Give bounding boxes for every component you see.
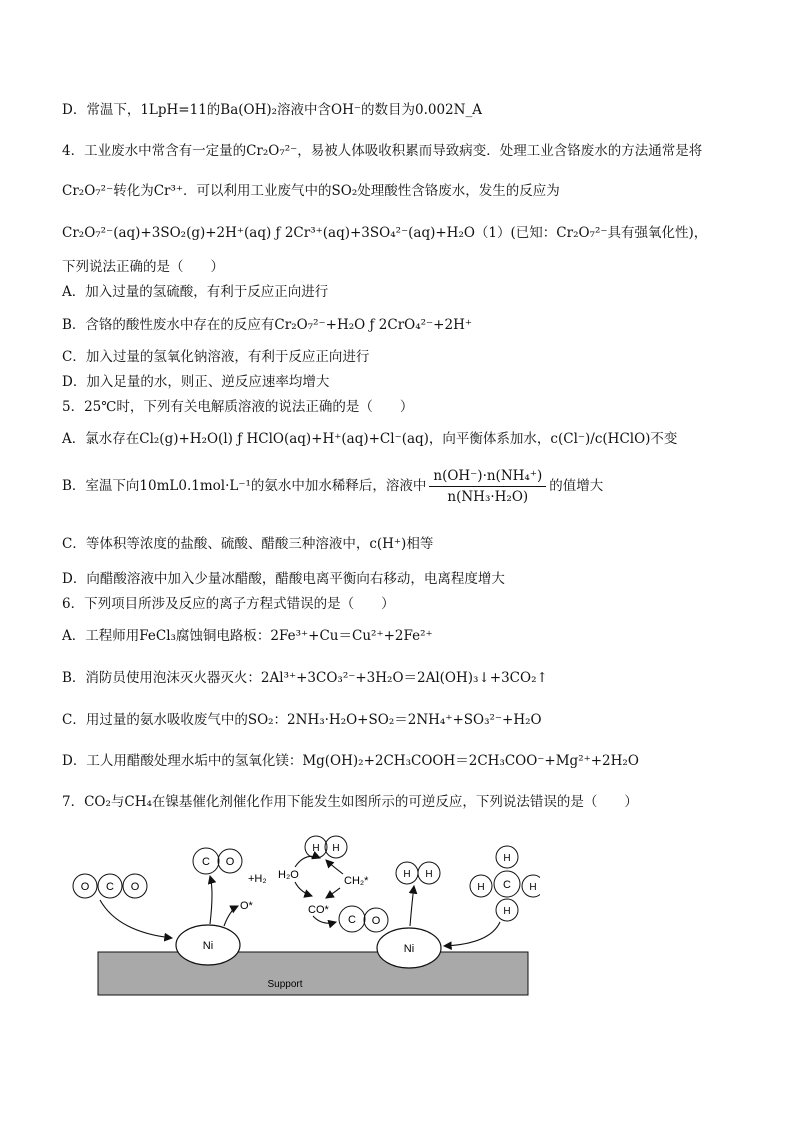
h2-right-atom: H: [403, 869, 411, 880]
support-slab: [98, 952, 528, 995]
q6-option-b: B．消防员使用泡沫灭火器灭火：2Al³⁺+3CO₃²⁻+3H₂O＝2Al(OH)₃↓+3CO₂↑: [62, 670, 548, 686]
label-ch2: CH₂*: [344, 875, 369, 887]
q5-option-b: [62, 468, 742, 505]
q4-stem-line3: Cr₂O₇²⁻(aq)+3SO₂(g)+2H⁺(aq) ƒ 2Cr³⁺(aq)+3SO₄²⁻(aq)+H₂O（1）(已知：Cr₂O₇²⁻具有强氧化性)，: [62, 225, 708, 241]
q4-option-c: C．加入过量的氢氧化钠溶液，有利于反应正向进行: [62, 349, 370, 365]
q5-option-c: C．等体积等浓度的盐酸、硫酸、醋酸三种溶液中，c(H⁺)相等: [62, 536, 434, 552]
q4-option-a: A．加入过量的氢硫酸，有利于反应正向进行: [62, 284, 329, 300]
label-o: O*: [240, 900, 253, 912]
q4-stem-line4: 下列说法正确的是（ ）: [62, 259, 224, 275]
q3-option-d: D．常温下，1LpH=11的Ba(OH)₂溶液中含OH⁻的数目为0.002N_A: [62, 102, 482, 118]
q5b-fraction: [429, 468, 546, 505]
q4-stem-line2: Cr₂O₇²⁻转化为Cr³⁺．可以利用工业废气中的SO₂处理酸性含铬废水，发生的反应为: [62, 183, 560, 199]
q6-option-c: C．用过量的氨水吸收废气中的SO₂：2NH₃·H₂O+SO₂＝2NH₄⁺+SO₃²⁻+H₂O: [62, 712, 542, 728]
co-molecule-top: [193, 848, 242, 874]
h2-right-atom: H: [425, 869, 433, 880]
ch4-h-atom: H: [477, 882, 485, 893]
co-top-atom: O: [225, 856, 235, 868]
co2-atom: O: [130, 881, 140, 893]
q5-stem: 5．25℃时，下列有关电解质溶液的说法正确的是（ ）: [62, 399, 414, 415]
label-h2: +H₂: [248, 873, 267, 885]
q7-stem: 7．CO₂与CH₄在镍基催化剂催化作用下能发生如图所示的可逆反应，下列说法错误的是（ ）: [62, 794, 638, 810]
q5b-suffix: 的值增大: [549, 478, 604, 494]
ch4-h-atom: H: [529, 882, 537, 893]
q4-stem-line1: 4．工业废水中常含有一定量的Cr₂O₇²⁻，易被人体吸收积累而导致病变．处理工业含铬废水的方法通常是将: [62, 143, 703, 159]
catalysis-diagram: [60, 832, 540, 1007]
ch4-h-atom: H: [503, 853, 511, 864]
q6-option-a: A．工程师用FeCl₃腐蚀铜电路板：2Fe³⁺+Cu＝Cu²⁺+2Fe²⁺: [62, 628, 433, 644]
h2-top-atom: H: [312, 843, 320, 854]
q5b-denominator: n(NH₃·H₂O): [447, 489, 529, 505]
q5b-prefix: B．室温下向10mL0.1mol·L⁻¹的氨水中加水稀释后，溶液中: [62, 478, 427, 494]
ch4-c-atom: C: [503, 879, 511, 891]
ni-left-label: Ni: [202, 940, 214, 952]
label-h2o: H₂O: [278, 869, 299, 881]
h2-top-atom: H: [332, 843, 340, 854]
q5-option-d: D．向醋酸溶液中加入少量冰醋酸，醋酸电离平衡向右移动，电离程度增大: [62, 571, 505, 587]
q5b-numerator: n(OH⁻)·n(NH₄⁺): [429, 468, 546, 487]
q6-stem: 6．下列项目所涉及反应的离子方程式错误的是（ ）: [62, 596, 395, 612]
q5-option-a: A．氯水存在Cl₂(g)+H₂O(l) ƒ HClO(aq)+H⁺(aq)+Cl⁻(aq)，向平衡体系加水，c(Cl⁻)/c(HClO)不变: [62, 431, 678, 447]
co2-atom: O: [80, 881, 90, 893]
h2-molecule-top: [305, 836, 347, 858]
ni-right-label: Ni: [403, 943, 415, 955]
co-bottom-atom: C: [348, 914, 356, 926]
co-top-atom: C: [202, 856, 210, 868]
q4-option-b: B．含铬的酸性废水中存在的反应有Cr₂O₇²⁻+H₂O ƒ 2CrO₄²⁻+2H⁺: [62, 317, 472, 333]
q4-option-d: D．加入足量的水，则正、逆反应速率均增大: [62, 374, 330, 390]
ch4-h-atom: H: [503, 906, 511, 917]
q6-option-d: D．工人用醋酸处理水垢中的氢氧化镁：Mg(OH)₂+2CH₃COOH＝2CH₃COO⁻+Mg²⁺+2H₂O: [62, 753, 639, 769]
label-co: CO*: [308, 904, 329, 916]
co2-atom: C: [106, 881, 114, 893]
co-molecule-bottom: [339, 906, 388, 932]
support-label: Support: [267, 979, 303, 990]
co-bottom-atom: O: [371, 915, 381, 927]
